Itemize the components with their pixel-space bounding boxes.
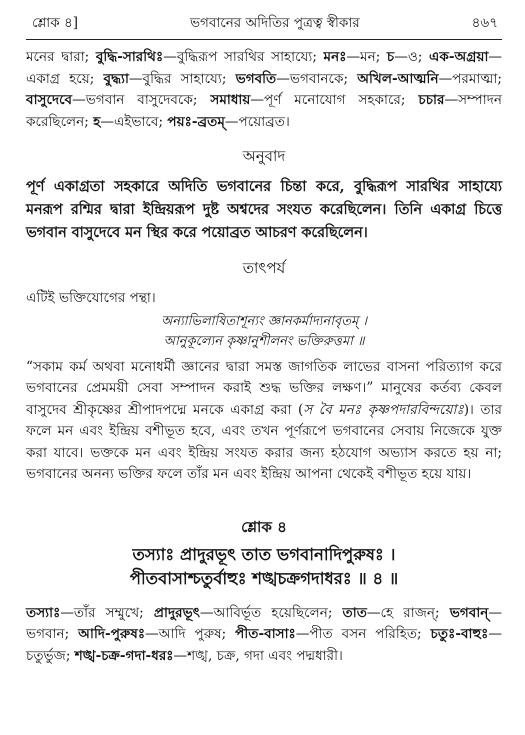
synonym-meaning: —ভগবানকে; — [276, 70, 358, 87]
quote-line: অন্যাভিলাষিতাশূন্যং জ্ঞানকর্মাদ্যনাবৃতম্ । — [161, 313, 367, 329]
synonym-meaning: —ভগবান; — [26, 604, 502, 642]
synonym-meaning: —চতুর্ভুজ; — [26, 626, 503, 664]
synonym-meaning: —পূর্ণ মনোযোগ সহকারে; — [250, 92, 419, 108]
book-page — [26, 12, 502, 667]
header-verse-reference: শ্লোক ৪] — [32, 15, 78, 31]
synonym-term: ভগবতি — [235, 70, 277, 87]
synonym-meaning: —ও; — [394, 49, 430, 65]
synonym-term: শঙ্খ-চক্র-গদা-ধরঃ — [74, 647, 174, 664]
synonym-term: ভগবান্ — [449, 604, 489, 621]
synonym-meaning: —এইভাবে; — [100, 113, 168, 130]
translation-heading: অনুবাদ — [242, 147, 286, 165]
synonym-meaning: —ভগবান বাসুদেবকে; — [72, 92, 211, 108]
purport-body — [26, 357, 502, 486]
synonym-meaning: —হে রাজন্; — [366, 604, 450, 621]
synonym-term: এক-অগ্রয়া — [429, 49, 489, 65]
translation-text: পূর্ণ একাগ্রতা সহকারে অদিতি ভগবানের চিন্তা করে, বুদ্ধিরূপ সারথির সাহায্যে মনরূপ রশ্মির দ্বারা ইন্দ্রিয়রূপ দুষ্ট অশ্বদের সংযত করেছিলেন। তিনি একাগ্র চিত্তে ভগবান বাসুদেবে মন স্থির করে পয়োব্রত আচরণ করেছিলেন। — [26, 179, 502, 241]
header-divider — [26, 39, 502, 40]
synonym-term: চতুঃ-বাহুঃ — [430, 626, 489, 642]
synonyms-continued — [26, 47, 502, 133]
header-chapter-title: ভগবানের অদিতির পুত্রত্ব স্বীকার — [189, 15, 360, 31]
synonym-meaning: —পয়োব্রত। — [224, 113, 290, 130]
synonym-meaning: —বুদ্ধিরূপ সারথির সাহায্যে; — [163, 49, 324, 65]
purport-text: )। তার ফলে মন এবং ইন্দ্রিয় বশীভূত হবে, এবং তখন পূর্ণরূপে ভগবানের সেবায় নিজেকে যুক্ত করা যাবে। ভক্তকে মন এবং ইন্দ্রিয় সংযত করার জন্য হঠযোগ অভ্যাস করতে হয় না; ভগবানের অনন্য ভক্তির ফলে তাঁর মন এবং ইন্দ্রিয় আপনা থেকেই বশীভূত হয়ে যায়। — [26, 401, 502, 482]
purport-quote — [26, 312, 502, 352]
synonym-meaning: —বুদ্ধির সাহায্যে; — [128, 70, 236, 87]
synonym-term: তাত — [342, 604, 367, 621]
synonym-meaning: —পরমাত্মা; — [438, 70, 502, 87]
synonym-term: চচার — [418, 92, 445, 108]
synonym-term: বাসুদেবে — [26, 92, 73, 108]
synonym-term: আদি-পুরুষঃ — [78, 626, 146, 642]
synonym-term: সমাধায় — [210, 92, 251, 108]
synonym-meaning: —একাগ্র হয়ে; — [26, 49, 503, 87]
running-header — [26, 12, 502, 35]
synonym-meaning: —মন; — [346, 49, 387, 65]
verse-line-1: তস্যাঃ প্রাদুরভূৎ তাত ভগবানাদিপুরুষঃ । — [132, 544, 396, 564]
synonym-meaning: —পীত বসন পরিহিত; — [295, 626, 431, 642]
verse-line-2: পীতবাসাশ্চতুর্বাহুঃ শঙ্খচক্রগদাধরঃ ॥ ৪ ॥ — [129, 568, 399, 588]
synonym-term: পীত-বাসাঃ — [235, 626, 296, 642]
synonym-term: চ — [386, 49, 395, 65]
synonym-term: হ — [93, 113, 101, 130]
purport-intro: এটিই ভক্তিযোগের পন্থা। — [26, 290, 156, 306]
synonym-term: অখিল-আত্মনি — [357, 70, 439, 87]
synonym-term: বুদ্ধি-সারথিঃ — [95, 49, 164, 65]
verse-synonyms — [26, 603, 502, 668]
synonym-meaning: —সম্পাদন করেছিলেন; — [26, 92, 502, 130]
synonym-meaning: —আদি পুরুষ; — [145, 626, 236, 642]
synonym-meaning: —তাঁর সম্মুখে; — [60, 604, 154, 621]
quote-line: আনুকূল্যেন কৃষ্ণানুশীলনং ভক্তিরুত্তমা ॥ — [163, 333, 365, 349]
synonym-term: মনঃ — [323, 49, 347, 65]
synonym-term: পয়ঃ-ব্রতম্ — [167, 113, 225, 130]
purport-heading: তাৎপর্য — [242, 259, 286, 277]
synonym-term: বুদ্ধ্যা — [103, 70, 129, 87]
purport-quote-inline: স বৈ মনঃ কৃষ্ণপদারবিন্দয়োঃ — [303, 401, 464, 418]
page-number: ৪৬৭ — [471, 15, 498, 31]
synonym-term: প্রাদুরভূৎ — [153, 604, 200, 621]
synonym-segment: মনের দ্বারা; — [26, 49, 96, 65]
synonym-meaning: —আবির্ভূত হয়েছিলেন; — [199, 604, 343, 621]
synonym-term: তস্যাঃ — [26, 604, 61, 621]
verse-label: শ্লোক ৪ — [241, 517, 287, 536]
synonym-meaning: —শঙ্খ, চক্র, গদা এবং পদ্মধারী। — [173, 647, 343, 664]
purport-text: “সকাম কর্ম অথবা মনোধর্মী জ্ঞানের দ্বারা সমস্ত জাগতিক লাভের বাসনা পরিত্যাগ করে ভগবানের প্রেমময়ী সেবা সম্পাদন করাই শুদ্ধ ভক্তির লক্ষণ।” মানুষের কর্তব্য কেবল বাসুদেব শ্রীকৃষ্ণের শ্রীপাদপদ্মে মনকে একাগ্র করা ( — [26, 358, 502, 418]
